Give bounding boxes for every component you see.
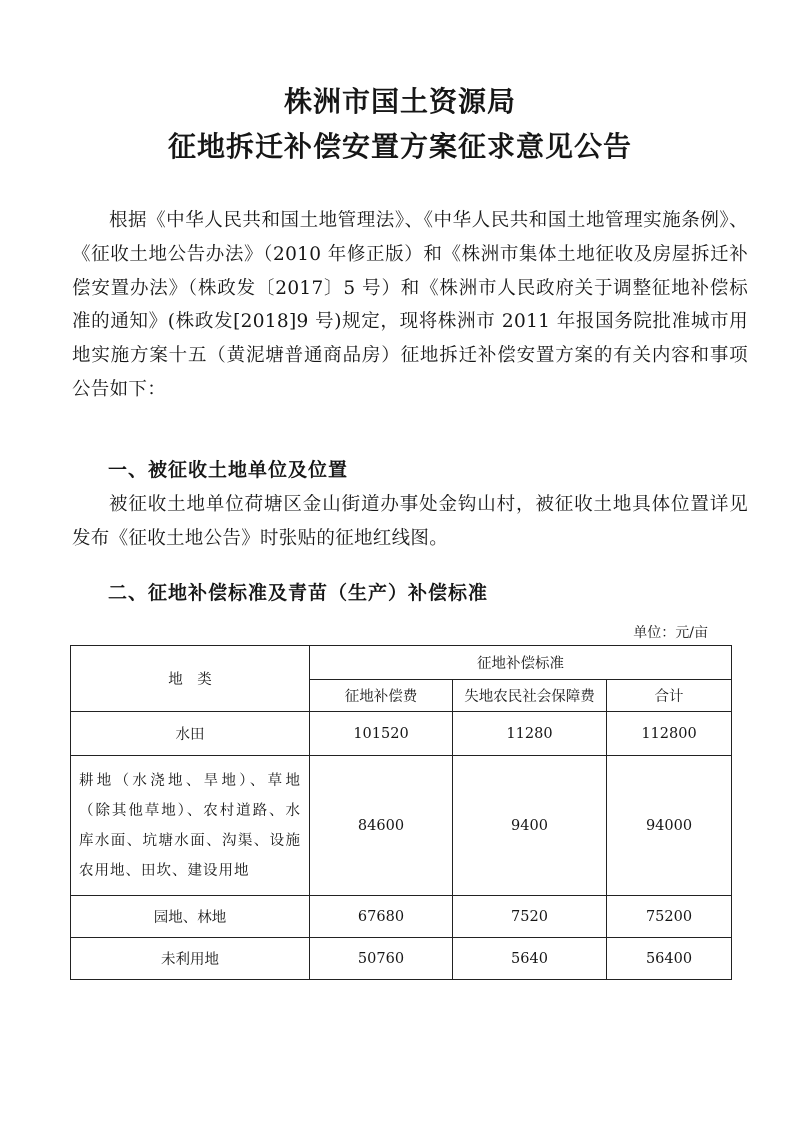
row-total: 75200 (607, 896, 732, 938)
row-social: 5640 (453, 938, 607, 980)
row-fee: 50760 (310, 938, 453, 980)
table-header-row (71, 646, 732, 680)
row-social: 11280 (453, 712, 607, 756)
section1-paragraph: 被征收土地单位荷塘区金山街道办事处金钩山村，被征收土地具体位置详见发布《征收土地公告》时张贴的征地红线图。 (72, 494, 748, 549)
row-fee: 67680 (310, 896, 453, 938)
row-social: 9400 (453, 756, 607, 896)
issuer-title: 株洲市国土资源局 (283, 85, 516, 118)
header-col-fee: 征地补偿费 (310, 680, 453, 712)
row-land-type: 耕地（水浇地、旱地）、草地（除其他草地）、农村道路、水库水面、坑塘水面、沟渠、设施农用地、田坎、建设用地 (71, 756, 310, 896)
row-fee: 84600 (310, 756, 453, 896)
section1-heading: 一、被征收土地单位及位置 (108, 459, 349, 481)
row-land-type: 水田 (71, 712, 310, 756)
header-compensation-standard: 征地补偿标准 (310, 646, 732, 680)
unit-label: 单位：元/亩 (633, 625, 708, 641)
table-row (71, 712, 732, 756)
intro-paragraph: 根据《中华人民共和国土地管理法》、《中华人民共和国土地管理实施条例》、《征收土地公告办法》（2010 年修正版）和《株洲市集体土地征收及房屋拆迁补偿安置办法》（株政发〔2017〕5 号）和《株洲市人民政府关于调整征地补偿标准的通知》(株政发[2018]9 号)规定，现将株洲市 2011 年报国务院批准城市用地实施方案十五（黄泥塘普通商品房）征地拆迁补偿安置方案的有关内容和事项公告如下： (72, 210, 748, 400)
row-land-type: 园地、林地 (71, 896, 310, 938)
notice-title: 征地拆迁补偿安置方案征求意见公告 (167, 130, 632, 163)
table-row (71, 938, 732, 980)
table-row (71, 756, 732, 896)
header-col-social: 失地农民社会保障费 (453, 680, 607, 712)
section2-heading: 二、征地补偿标准及青苗（生产）补偿标准 (108, 582, 489, 604)
row-fee: 101520 (310, 712, 453, 756)
row-social: 7520 (453, 896, 607, 938)
header-land-type: 地 类 (71, 646, 310, 712)
row-total: 56400 (607, 938, 732, 980)
row-total: 94000 (607, 756, 732, 896)
table-row (71, 896, 732, 938)
row-land-type: 未利用地 (71, 938, 310, 980)
header-col-total: 合计 (607, 680, 732, 712)
row-total: 112800 (607, 712, 732, 756)
compensation-table (70, 645, 732, 980)
